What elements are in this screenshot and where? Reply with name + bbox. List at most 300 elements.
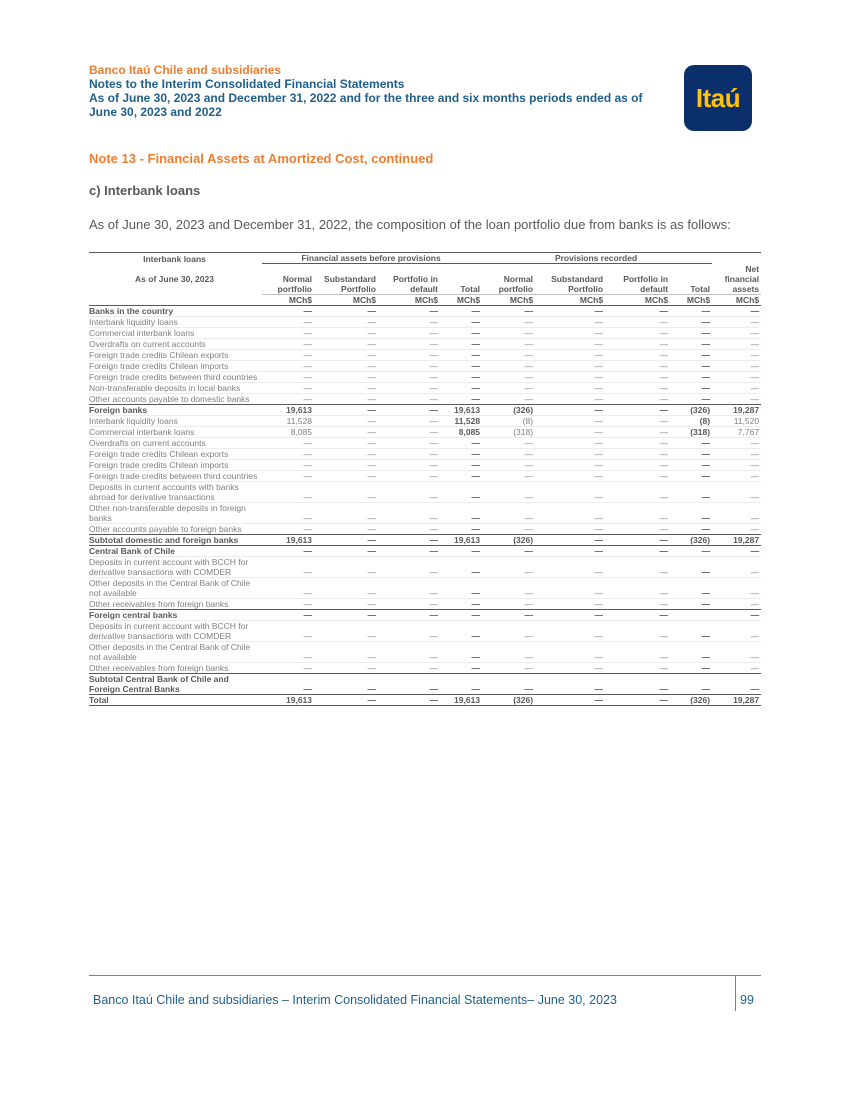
- cell-value: —: [378, 662, 440, 673]
- section-row: [89, 534, 761, 545]
- cell-value: —: [535, 556, 605, 577]
- cell-value: —: [440, 327, 482, 338]
- cell-value: —: [670, 577, 712, 598]
- cell-value: —: [314, 620, 378, 641]
- cell-value: —: [482, 360, 535, 371]
- cell-value: —: [378, 382, 440, 393]
- cell-value: —: [262, 316, 314, 327]
- cell-value: —: [378, 481, 440, 502]
- cell-value: —: [262, 662, 314, 673]
- cell-value: —: [262, 448, 314, 459]
- cell-value: —: [605, 393, 670, 404]
- cell-value: —: [605, 609, 670, 620]
- cell-value: —: [482, 470, 535, 481]
- table-row: [89, 316, 761, 327]
- cell-value: —: [314, 470, 378, 481]
- cell-value: —: [535, 523, 605, 534]
- row-label: Non-transferable deposits in local banks: [89, 382, 262, 393]
- cell-value: —: [378, 598, 440, 609]
- cell-value: —: [670, 673, 712, 694]
- cell-value: —: [605, 426, 670, 437]
- cell-value: —: [378, 349, 440, 360]
- cell-value: —: [535, 305, 605, 316]
- cell-value: —: [712, 556, 761, 577]
- row-label: Foreign trade credits Chilean exports: [89, 349, 262, 360]
- cell-value: —: [314, 371, 378, 382]
- group-header-provisions: Provisions recorded: [482, 253, 712, 264]
- table-row: [89, 459, 761, 470]
- cell-value: —: [535, 338, 605, 349]
- table-row: [89, 360, 761, 371]
- table-row: [89, 327, 761, 338]
- cell-value: —: [670, 305, 712, 316]
- cell-value: —: [712, 360, 761, 371]
- row-label: Total: [89, 694, 262, 705]
- intro-paragraph: As of June 30, 2023 and December 31, 2022, the composition of the loan portfolio due from banks is as follows:: [89, 217, 731, 232]
- cell-value: —: [378, 393, 440, 404]
- table-row: [89, 393, 761, 404]
- cell-value: —: [440, 598, 482, 609]
- cell-value: —: [670, 620, 712, 641]
- cell-value: —: [440, 641, 482, 662]
- cell-value: —: [262, 470, 314, 481]
- column-header: Total: [690, 283, 711, 294]
- section-row: [89, 673, 761, 694]
- cell-value: —: [482, 609, 535, 620]
- cell-value: —: [440, 305, 482, 316]
- cell-value: —: [378, 448, 440, 459]
- total-row: [89, 694, 761, 705]
- cell-value: —: [605, 382, 670, 393]
- cell-value: —: [712, 338, 761, 349]
- cell-value: —: [482, 393, 535, 404]
- cell-value: —: [712, 371, 761, 382]
- cell-value: —: [314, 556, 378, 577]
- cell-value: 19,613: [440, 404, 482, 415]
- cell-value: —: [262, 545, 314, 556]
- unit-label: MCh$: [482, 294, 535, 305]
- cell-value: —: [378, 641, 440, 662]
- unit-label: MCh$: [440, 294, 482, 305]
- cell-value: —: [712, 609, 761, 620]
- cell-value: —: [482, 481, 535, 502]
- cell-value: —: [482, 371, 535, 382]
- cell-value: —: [535, 371, 605, 382]
- cell-value: —: [535, 426, 605, 437]
- cell-value: 11,528: [440, 415, 482, 426]
- row-label: Foreign banks: [89, 404, 262, 415]
- cell-value: —: [482, 448, 535, 459]
- row-label: Interbank liquidity loans: [89, 415, 262, 426]
- cell-value: —: [440, 673, 482, 694]
- cell-value: —: [262, 360, 314, 371]
- cell-value: —: [314, 598, 378, 609]
- cell-value: —: [378, 609, 440, 620]
- cell-value: —: [712, 327, 761, 338]
- cell-value: —: [440, 459, 482, 470]
- cell-value: —: [482, 577, 535, 598]
- cell-value: —: [262, 305, 314, 316]
- cell-value: —: [262, 502, 314, 523]
- cell-value: —: [314, 609, 378, 620]
- table-row: [89, 502, 761, 523]
- row-label: Foreign trade credits between third countries: [89, 371, 262, 382]
- table-row: [89, 523, 761, 534]
- unit-label: MCh$: [262, 294, 314, 305]
- cell-value: —: [605, 360, 670, 371]
- cell-value: —: [262, 382, 314, 393]
- cell-value: —: [314, 415, 378, 426]
- cell-value: —: [262, 673, 314, 694]
- cell-value: —: [440, 609, 482, 620]
- table-row: [89, 382, 761, 393]
- cell-value: —: [482, 437, 535, 448]
- cell-value: —: [378, 404, 440, 415]
- cell-value: —: [712, 470, 761, 481]
- cell-value: —: [712, 393, 761, 404]
- cell-value: —: [712, 437, 761, 448]
- cell-value: —: [314, 305, 378, 316]
- unit-label: MCh$: [378, 294, 440, 305]
- cell-value: —: [378, 556, 440, 577]
- row-label: Interbank liquidity loans: [89, 316, 262, 327]
- cell-value: —: [378, 545, 440, 556]
- cell-value: —: [670, 327, 712, 338]
- cell-value: —: [378, 534, 440, 545]
- cell-value: —: [378, 620, 440, 641]
- header-line-2: As of June 30, 2023 and December 31, 2022 and for the three and six months periods ended as of: [89, 91, 643, 105]
- cell-value: —: [440, 620, 482, 641]
- group-header-before-provisions: Financial assets before provisions: [262, 253, 482, 264]
- row-label: Other non-transferable deposits in foreign banks: [89, 502, 262, 523]
- table-row: [89, 556, 761, 577]
- row-label: Deposits in current accounts with banks abroad for derivative transactions: [89, 481, 262, 502]
- company-name: Banco Itaú Chile and subsidiaries: [89, 63, 282, 77]
- cell-value: 19,287: [712, 534, 761, 545]
- cell-value: 19,613: [262, 534, 314, 545]
- row-label: Foreign trade credits between third countries: [89, 470, 262, 481]
- document-header: [89, 63, 679, 119]
- cell-value: (326): [482, 694, 535, 705]
- cell-value: —: [482, 598, 535, 609]
- cell-value: —: [440, 577, 482, 598]
- section-row: [89, 609, 761, 620]
- cell-value: —: [605, 459, 670, 470]
- cell-value: —: [378, 459, 440, 470]
- cell-value: —: [535, 609, 605, 620]
- cell-value: —: [605, 534, 670, 545]
- cell-value: 19,613: [262, 404, 314, 415]
- cell-value: —: [440, 393, 482, 404]
- cell-value: —: [605, 437, 670, 448]
- cell-value: —: [314, 327, 378, 338]
- cell-value: —: [482, 459, 535, 470]
- cell-value: —: [314, 393, 378, 404]
- cell-value: —: [482, 382, 535, 393]
- cell-value: —: [440, 382, 482, 393]
- cell-value: —: [262, 327, 314, 338]
- cell-value: —: [314, 404, 378, 415]
- cell-value: —: [314, 382, 378, 393]
- cell-value: 11,520: [712, 415, 761, 426]
- cell-value: 8,085: [440, 426, 482, 437]
- cell-value: —: [482, 641, 535, 662]
- cell-value: —: [670, 459, 712, 470]
- cell-value: —: [535, 545, 605, 556]
- row-label: Central Bank of Chile: [89, 545, 262, 556]
- cell-value: 19,613: [440, 534, 482, 545]
- cell-value: —: [314, 641, 378, 662]
- cell-value: —: [482, 523, 535, 534]
- cell-value: —: [712, 620, 761, 641]
- column-header: Net financial assets: [724, 263, 760, 294]
- cell-value: (326): [670, 694, 712, 705]
- cell-value: —: [378, 371, 440, 382]
- cell-value: —: [482, 338, 535, 349]
- cell-value: —: [262, 349, 314, 360]
- cell-value: —: [535, 382, 605, 393]
- cell-value: —: [482, 305, 535, 316]
- cell-value: —: [482, 620, 535, 641]
- cell-value: (318): [482, 426, 535, 437]
- cell-value: —: [440, 448, 482, 459]
- cell-value: —: [670, 470, 712, 481]
- cell-value: —: [314, 437, 378, 448]
- cell-value: —: [605, 620, 670, 641]
- column-header: Total: [460, 283, 481, 294]
- cell-value: —: [605, 404, 670, 415]
- cell-value: —: [670, 481, 712, 502]
- itau-logo: [684, 65, 752, 131]
- column-header: Normal portfolio: [498, 273, 534, 294]
- cell-value: —: [535, 662, 605, 673]
- cell-value: —: [440, 545, 482, 556]
- table-row: [89, 481, 761, 502]
- cell-value: —: [262, 437, 314, 448]
- cell-value: —: [262, 577, 314, 598]
- row-label: Other receivables from foreign banks: [89, 662, 262, 673]
- table-body: [89, 305, 761, 705]
- cell-value: —: [482, 673, 535, 694]
- cell-value: —: [314, 694, 378, 705]
- column-header: Portfolio in default: [623, 273, 669, 294]
- cell-value: —: [314, 481, 378, 502]
- cell-value: —: [378, 673, 440, 694]
- cell-value: —: [482, 662, 535, 673]
- header-line-1: Notes to the Interim Consolidated Financial Statements: [89, 77, 405, 91]
- cell-value: —: [605, 662, 670, 673]
- cell-value: —: [670, 598, 712, 609]
- cell-value: —: [670, 437, 712, 448]
- cell-value: —: [605, 523, 670, 534]
- cell-value: —: [605, 556, 670, 577]
- cell-value: —: [712, 459, 761, 470]
- table-row: [89, 577, 761, 598]
- cell-value: (326): [670, 404, 712, 415]
- cell-value: —: [262, 523, 314, 534]
- cell-value: —: [314, 426, 378, 437]
- cell-value: —: [605, 470, 670, 481]
- row-label: Overdrafts on current accounts: [89, 437, 262, 448]
- period-label: As of June 30, 2023: [135, 273, 214, 284]
- cell-value: —: [670, 662, 712, 673]
- cell-value: —: [482, 502, 535, 523]
- cell-value: —: [535, 448, 605, 459]
- cell-value: (8): [482, 415, 535, 426]
- cell-value: 19,613: [262, 694, 314, 705]
- cell-value: —: [605, 316, 670, 327]
- cell-value: —: [605, 371, 670, 382]
- cell-value: —: [712, 349, 761, 360]
- unit-label: MCh$: [670, 294, 712, 305]
- note-title: Note 13 - Financial Assets at Amortized Cost, continued: [89, 151, 434, 166]
- cell-value: —: [262, 459, 314, 470]
- cell-value: —: [605, 545, 670, 556]
- cell-value: —: [262, 641, 314, 662]
- row-label: Foreign trade credits Chilean exports: [89, 448, 262, 459]
- cell-value: —: [535, 481, 605, 502]
- cell-value: (326): [482, 404, 535, 415]
- cell-value: —: [535, 470, 605, 481]
- row-label: Other deposits in the Central Bank of Chile not available: [89, 641, 262, 662]
- cell-value: —: [378, 694, 440, 705]
- cell-value: 19,287: [712, 404, 761, 415]
- cell-value: —: [378, 316, 440, 327]
- cell-value: —: [378, 577, 440, 598]
- cell-value: —: [378, 426, 440, 437]
- cell-value: 19,613: [440, 694, 482, 705]
- cell-value: —: [482, 349, 535, 360]
- cell-value: —: [314, 459, 378, 470]
- cell-value: —: [535, 437, 605, 448]
- row-label: Other accounts payable to domestic banks: [89, 393, 262, 404]
- row-label: Deposits in current account with BCCH for derivative transactions with COMDER: [89, 556, 262, 577]
- row-label: Overdrafts on current accounts: [89, 338, 262, 349]
- cell-value: —: [535, 620, 605, 641]
- cell-value: —: [670, 360, 712, 371]
- interbank-loans-table: [89, 252, 761, 706]
- cell-value: (8): [670, 415, 712, 426]
- row-label: Foreign trade credits Chilean imports: [89, 459, 262, 470]
- cell-value: —: [262, 609, 314, 620]
- cell-value: —: [670, 448, 712, 459]
- cell-value: —: [535, 534, 605, 545]
- cell-value: —: [535, 327, 605, 338]
- column-header: Normal portfolio: [277, 273, 312, 294]
- cell-value: —: [314, 338, 378, 349]
- cell-value: —: [440, 502, 482, 523]
- row-label: Deposits in current account with BCCH for derivative transactions with COMDER: [89, 620, 262, 641]
- cell-value: —: [605, 641, 670, 662]
- page-number: 99: [740, 993, 754, 1007]
- section-row: [89, 305, 761, 316]
- logo-text: Itaú: [695, 82, 741, 113]
- cell-value: —: [440, 481, 482, 502]
- cell-value: —: [262, 481, 314, 502]
- cell-value: —: [314, 360, 378, 371]
- cell-value: —: [535, 459, 605, 470]
- cell-value: —: [712, 641, 761, 662]
- cell-value: —: [440, 360, 482, 371]
- cell-value: —: [712, 662, 761, 673]
- cell-value: 11,528: [262, 415, 314, 426]
- cell-value: —: [670, 556, 712, 577]
- row-label: Banks in the country: [89, 305, 262, 316]
- cell-value: —: [670, 349, 712, 360]
- cell-value: 19,287: [712, 694, 761, 705]
- cell-value: —: [482, 327, 535, 338]
- cell-value: —: [605, 598, 670, 609]
- cell-value: —: [314, 534, 378, 545]
- cell-value: —: [440, 338, 482, 349]
- cell-value: —: [262, 620, 314, 641]
- footer-vertical-divider: [735, 976, 736, 1011]
- cell-value: —: [378, 502, 440, 523]
- row-label: Other deposits in the Central Bank of Chile not available: [89, 577, 262, 598]
- cell-value: —: [605, 694, 670, 705]
- cell-value: —: [712, 523, 761, 534]
- cell-value: —: [535, 502, 605, 523]
- cell-value: —: [712, 382, 761, 393]
- cell-value: —: [482, 316, 535, 327]
- cell-value: —: [440, 523, 482, 534]
- cell-value: —: [605, 415, 670, 426]
- table-row: [89, 338, 761, 349]
- table-title: Interbank loans: [89, 253, 262, 264]
- row-label: Commercial interbank loans: [89, 327, 262, 338]
- row-label: Other accounts payable to foreign banks: [89, 523, 262, 534]
- unit-label: MCh$: [314, 294, 378, 305]
- footer-divider: [89, 975, 761, 976]
- cell-value: —: [605, 673, 670, 694]
- cell-value: —: [378, 305, 440, 316]
- cell-value: —: [314, 448, 378, 459]
- cell-value: —: [535, 316, 605, 327]
- cell-value: —: [440, 437, 482, 448]
- cell-value: —: [605, 349, 670, 360]
- cell-value: —: [535, 415, 605, 426]
- cell-value: —: [314, 349, 378, 360]
- column-header: Portfolio in default: [393, 273, 438, 294]
- cell-value: —: [670, 382, 712, 393]
- cell-value: —: [535, 598, 605, 609]
- cell-value: —: [314, 545, 378, 556]
- cell-value: —: [605, 327, 670, 338]
- cell-value: —: [262, 556, 314, 577]
- table-row: [89, 349, 761, 360]
- row-label: Other receivables from foreign banks: [89, 598, 262, 609]
- table-row: [89, 470, 761, 481]
- cell-value: —: [262, 393, 314, 404]
- table-row: [89, 641, 761, 662]
- cell-value: 7,767: [712, 426, 761, 437]
- row-label: Subtotal domestic and foreign banks: [89, 534, 262, 545]
- table-row: [89, 437, 761, 448]
- cell-value: —: [314, 577, 378, 598]
- cell-value: —: [440, 316, 482, 327]
- cell-value: —: [605, 448, 670, 459]
- cell-value: —: [314, 523, 378, 534]
- cell-value: [670, 609, 712, 620]
- cell-value: —: [670, 338, 712, 349]
- cell-value: —: [535, 694, 605, 705]
- cell-value: —: [535, 349, 605, 360]
- row-label: Foreign central banks: [89, 609, 262, 620]
- cell-value: —: [712, 673, 761, 694]
- cell-value: —: [670, 393, 712, 404]
- row-label: Foreign trade credits Chilean imports: [89, 360, 262, 371]
- cell-value: —: [670, 371, 712, 382]
